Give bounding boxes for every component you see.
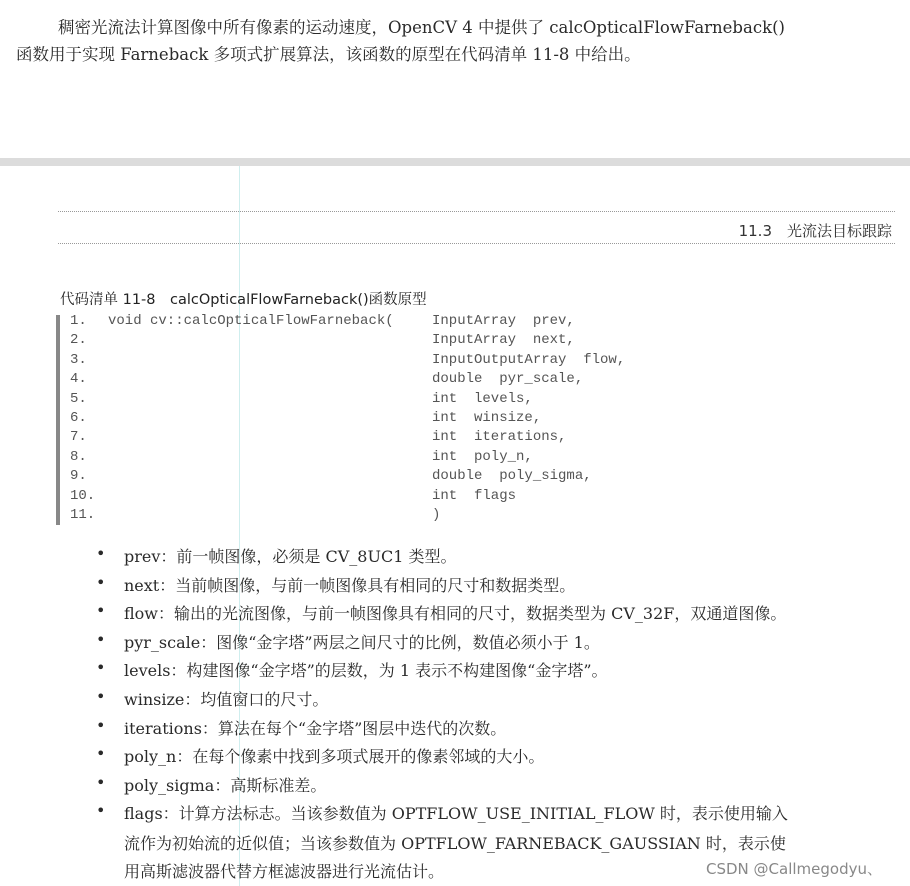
intro-line-2: 函数用于实现 Farneback 多项式扩展算法，该函数的原型在代码清单 11-8 中给出。 <box>16 45 641 64</box>
line-number: 3. <box>70 351 87 368</box>
list-item-text: flags：计算方法标志。当该参数值为 OPTFLOW_USE_INITIAL_FLOW 时，表示使用输入 <box>124 804 788 824</box>
page-header: 11.3 光流法目标跟踪 <box>738 222 892 240</box>
list-item-text: next：当前帧图像，与前一帧图像具有相同的尺寸和数据类型。 <box>124 575 576 595</box>
bullet-continuation: 流作为初始流的近似值；当该参数值为 OPTFLOW_FARNEBACK_GAUSSIAN 时，表示使 <box>124 834 786 853</box>
bullet-icon: • <box>96 544 106 563</box>
code-head: void cv::calcOpticalFlowFarneback( <box>108 313 394 329</box>
code-arg: double pyr_scale, <box>432 371 584 388</box>
line-number: 6. <box>70 410 87 426</box>
header-rule-bottom <box>58 243 895 244</box>
code-arg: InputArray prev, <box>432 313 575 329</box>
bullet-icon: • <box>96 601 106 621</box>
line-number: 8. <box>70 448 87 465</box>
bullet-icon: • <box>96 715 106 735</box>
bullet-icon: • <box>96 572 106 592</box>
line-number: 9. <box>70 468 87 485</box>
line-number: 7. <box>70 429 87 446</box>
code-block-border <box>56 315 60 525</box>
watermark: CSDN @Callmegodyu、 <box>706 860 882 878</box>
code-arg: int levels, <box>432 390 533 407</box>
line-number: 5. <box>70 390 87 407</box>
line-number: 4. <box>70 371 87 388</box>
code-caption: 代码清单 11-8 calcOpticalFlowFarneback()函数原型 <box>60 292 427 308</box>
line-number: 2. <box>70 332 87 349</box>
bullet-icon: • <box>96 629 106 649</box>
code-arg: int iterations, <box>432 429 567 446</box>
bullet-icon: • <box>96 772 106 792</box>
code-arg: double poly_sigma, <box>432 468 592 485</box>
list-item-text: flow：输出的光流图像，与前一帧图像具有相同的尺寸，数据类型为 CV_32F，双通道图像。 <box>124 604 787 624</box>
code-arg: InputOutputArray flow, <box>432 351 626 368</box>
code-arg: int winsize, <box>432 410 542 426</box>
list-item-text: iterations：算法在每个“金字塔”图层中迭代的次数。 <box>124 718 507 738</box>
page-separator <box>0 158 910 166</box>
line-number: 11. <box>70 507 96 523</box>
code-arg: int flags <box>432 487 517 504</box>
bullet-icon: • <box>96 744 106 764</box>
bullet-icon: • <box>96 687 106 706</box>
bullet-continuation: 用高斯滤波器代替方框滤波器进行光流估计。 <box>124 862 445 881</box>
list-item-text: poly_n：在每个像素中找到多项式展开的像素邻域的大小。 <box>124 747 545 767</box>
code-arg: InputArray next, <box>432 332 575 349</box>
list-item-text: poly_sigma：高斯标准差。 <box>124 775 327 795</box>
intro-line-1: 稠密光流法计算图像中所有像素的运动速度，OpenCV 4 中提供了 calcOpticalFlowFarneback() <box>58 18 785 37</box>
list-item-text: prev：前一帧图像，必须是 CV_8UC1 类型。 <box>124 547 457 566</box>
line-number: 1. <box>70 313 87 329</box>
bullet-icon: • <box>96 801 106 821</box>
header-rule-top <box>58 211 895 212</box>
code-arg: int poly_n, <box>432 448 533 465</box>
line-number: 10. <box>70 487 96 504</box>
list-item-text: pyr_scale：图像“金字塔”两层之间尺寸的比例，数值必须小于 1。 <box>124 632 600 652</box>
code-arg: ) <box>432 507 441 523</box>
list-item-text: levels：构建图像“金字塔”的层数，为 1 表示不构建图像“金字塔”。 <box>124 661 608 681</box>
list-item-text: winsize：均值窗口的尺寸。 <box>124 690 329 709</box>
bullet-icon: • <box>96 658 106 678</box>
